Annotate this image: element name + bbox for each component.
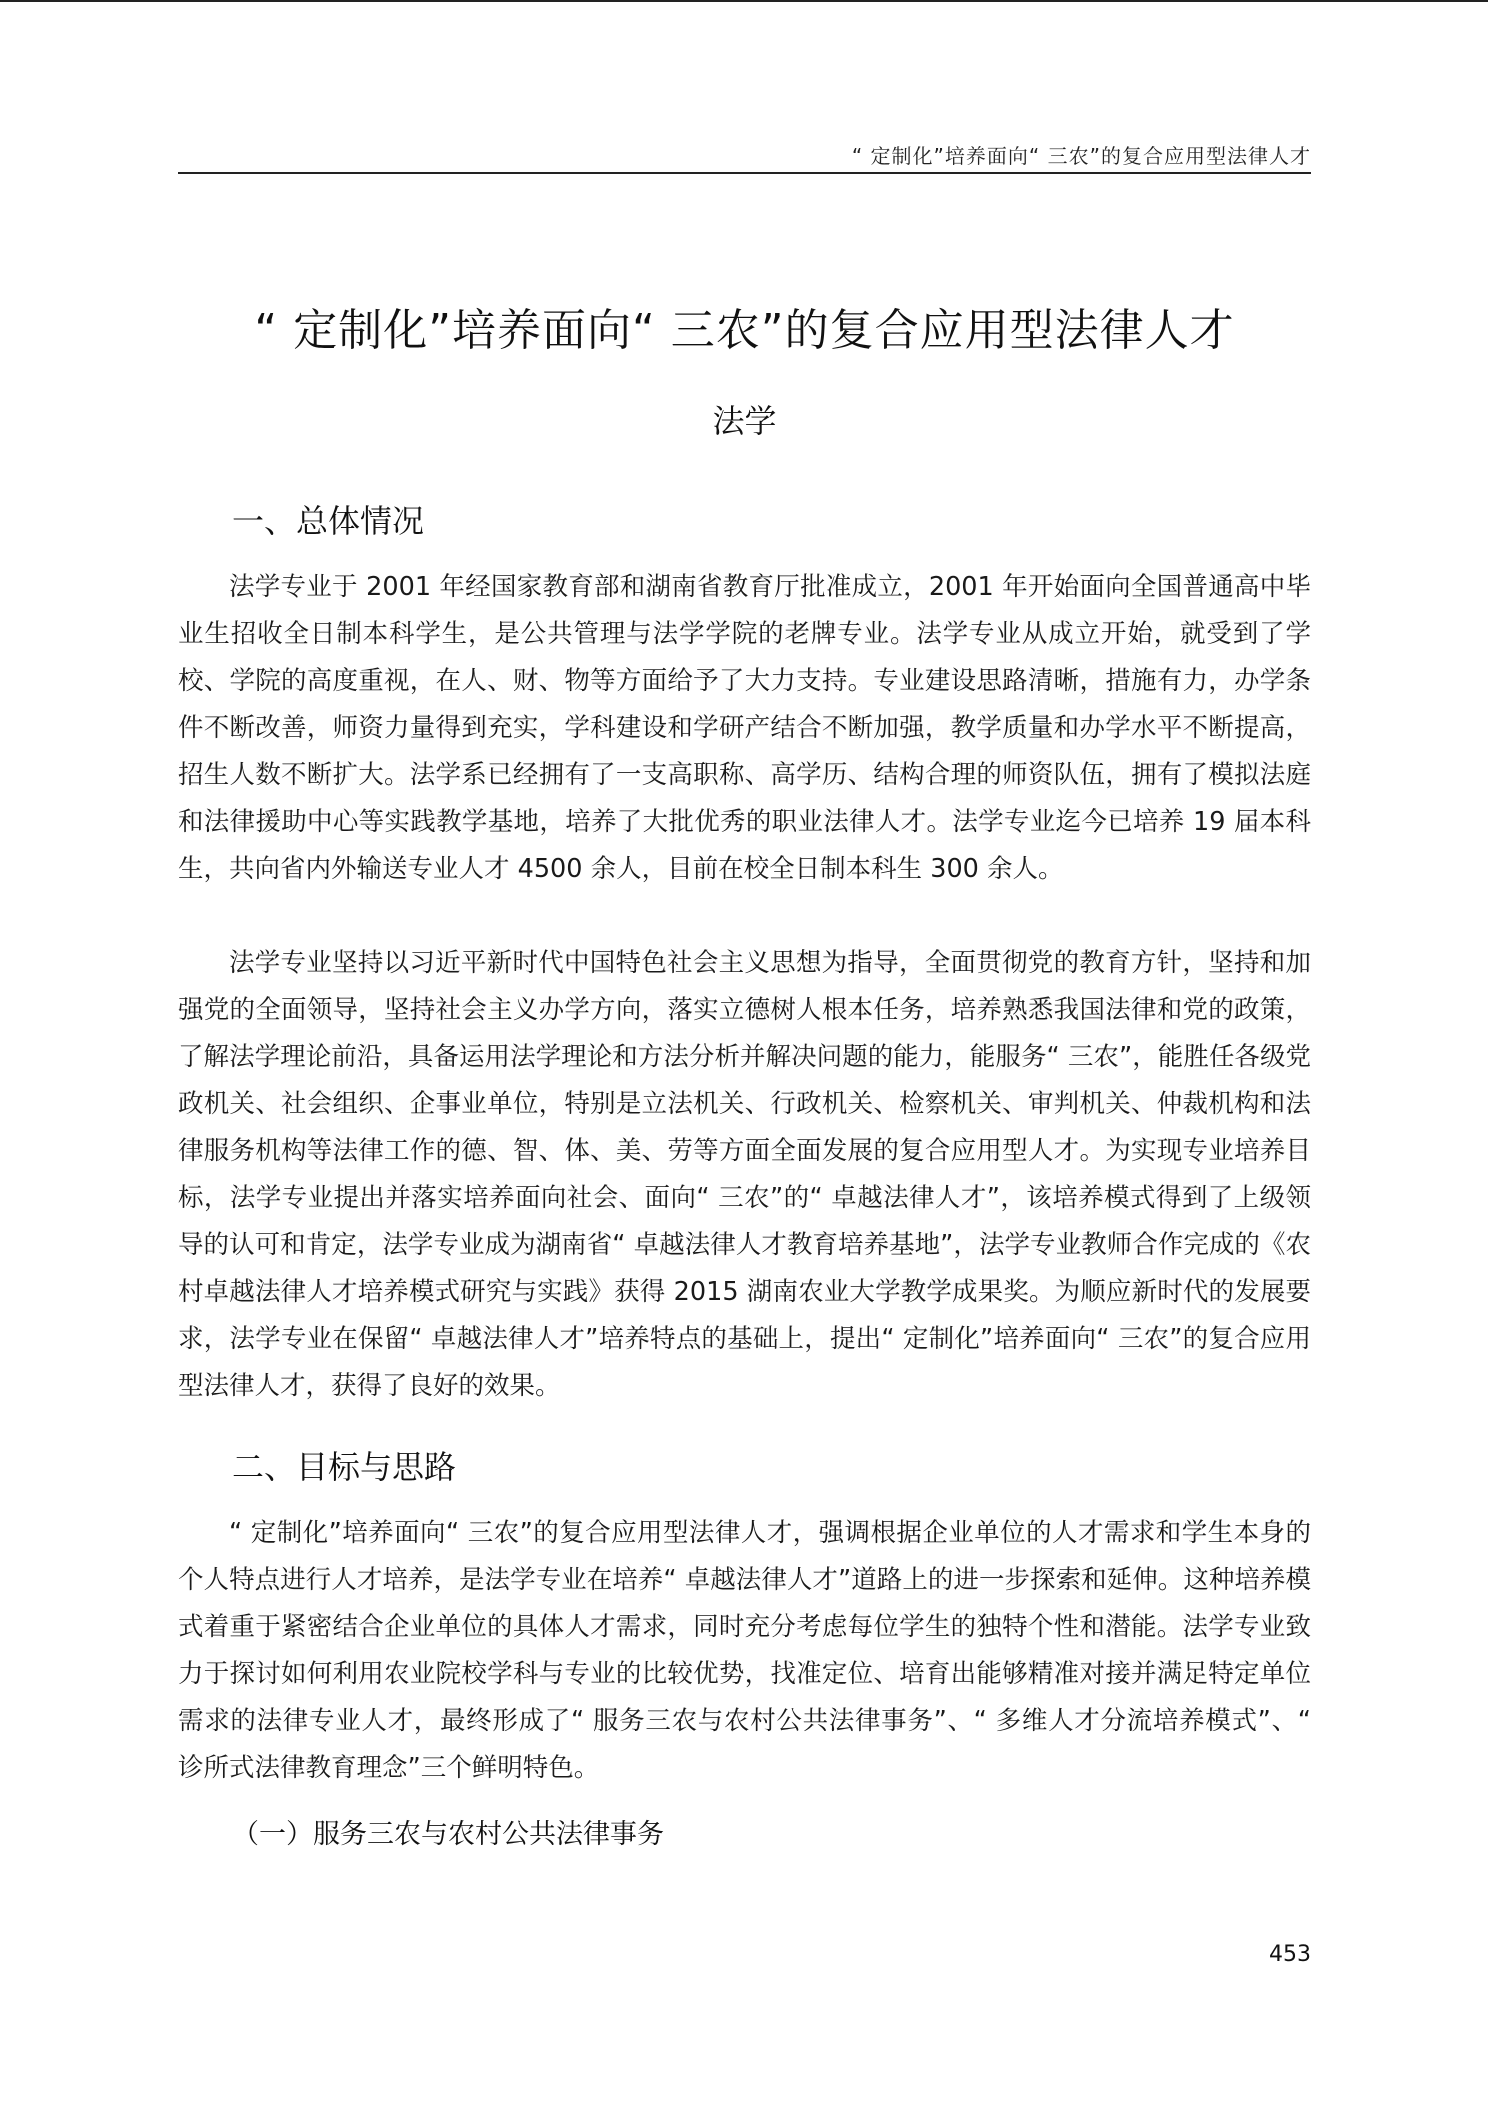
paragraph-goals-1: “ 定制化”培养面向“ 三农”的复合应用型法律人才，强调根据企业单位的人才需求和学生本身的个人特点进行人才培养，是法学专业在培养“ 卓越法律人才”道路上的进一步探索和延伸。这种培养模式着重于紧密结合企业单位的具体人才需求，同时充分考虑每位学生的独特个性和潜能。法学专业致力于探讨如何利用农业院校学科与专业的比较优势，找准定位、培育出能够精准对接并满足特定单位需求的法律专业人才，最终形成了“ 服务三农与农村公共法律事务”、“ 多维人才分流培养模式”、“ 诊所式法律教育理念”三个鲜明特色。 bbox=[178, 1518, 1311, 1783]
page-number: 453 bbox=[1269, 1942, 1311, 1967]
page-title: “ 定制化”培养面向“ 三农”的复合应用型法律人才 bbox=[254, 305, 1235, 356]
page-top-border bbox=[0, 0, 1488, 2]
running-header: “ 定制化”培养面向“ 三农”的复合应用型法律人才 bbox=[851, 144, 1311, 168]
section-heading-goals: 二、目标与思路 bbox=[232, 1448, 457, 1486]
page-subtitle: 法学 bbox=[712, 402, 777, 440]
subsection-heading-rural-legal-affairs: （一）服务三农与农村公共法律事务 bbox=[232, 1819, 664, 1850]
paragraph-overview-1: 法学专业于 2001 年经国家教育部和湖南省教育厅批准成立，2001 年开始面向全国普通高中毕业生招收全日制本科学生，是公共管理与法学学院的老牌专业。法学专业从成立开始，就受到了学校、学院的高度重视，在人、财、物等方面给予了大力支持。专业建设思路清晰，措施有力，办学条件不断改善，师资力量得到充实，学科建设和学研产结合不断加强，教学质量和办学水平不断提高，招生人数不断扩大。法学系已经拥有了一支高职称、高学历、结构合理的师资队伍，拥有了模拟法庭和法律援助中心等实践教学基地，培养了大批优秀的职业法律人才。法学专业迄今已培养 19 届本科生，共向省内外输送专业人才 4500 余人，目前在校全日制本科生 300 余人。 bbox=[178, 572, 1311, 884]
section-heading-overview: 一、总体情况 bbox=[232, 502, 425, 540]
header-rule bbox=[178, 172, 1311, 174]
paragraph-overview-2: 法学专业坚持以习近平新时代中国特色社会主义思想为指导，全面贯彻党的教育方针，坚持和加强党的全面领导，坚持社会主义办学方向，落实立德树人根本任务，培养熟悉我国法律和党的政策，了解法学理论前沿，具备运用法学理论和方法分析并解决问题的能力，能服务“ 三农”，能胜任各级党政机关、社会组织、企事业单位，特别是立法机关、行政机关、检察机关、审判机关、仲裁机构和法律服务机构等法律工作的德、智、体、美、劳等方面全面发展的复合应用型人才。为实现专业培养目标，法学专业提出并落实培养面向社会、面向“ 三农”的“ 卓越法律人才”，该培养模式得到了上级领导的认可和肯定，法学专业成为湖南省“ 卓越法律人才教育培养基地”，法学专业教师合作完成的《农村卓越法律人才培养模式研究与实践》获得 2015 湖南农业大学教学成果奖。为顺应新时代的发展要求，法学专业在保留“ 卓越法律人才”培养特点的基础上，提出“ 定制化”培养面向“ 三农”的复合应用型法律人才，获得了良好的效果。 bbox=[178, 948, 1311, 1401]
